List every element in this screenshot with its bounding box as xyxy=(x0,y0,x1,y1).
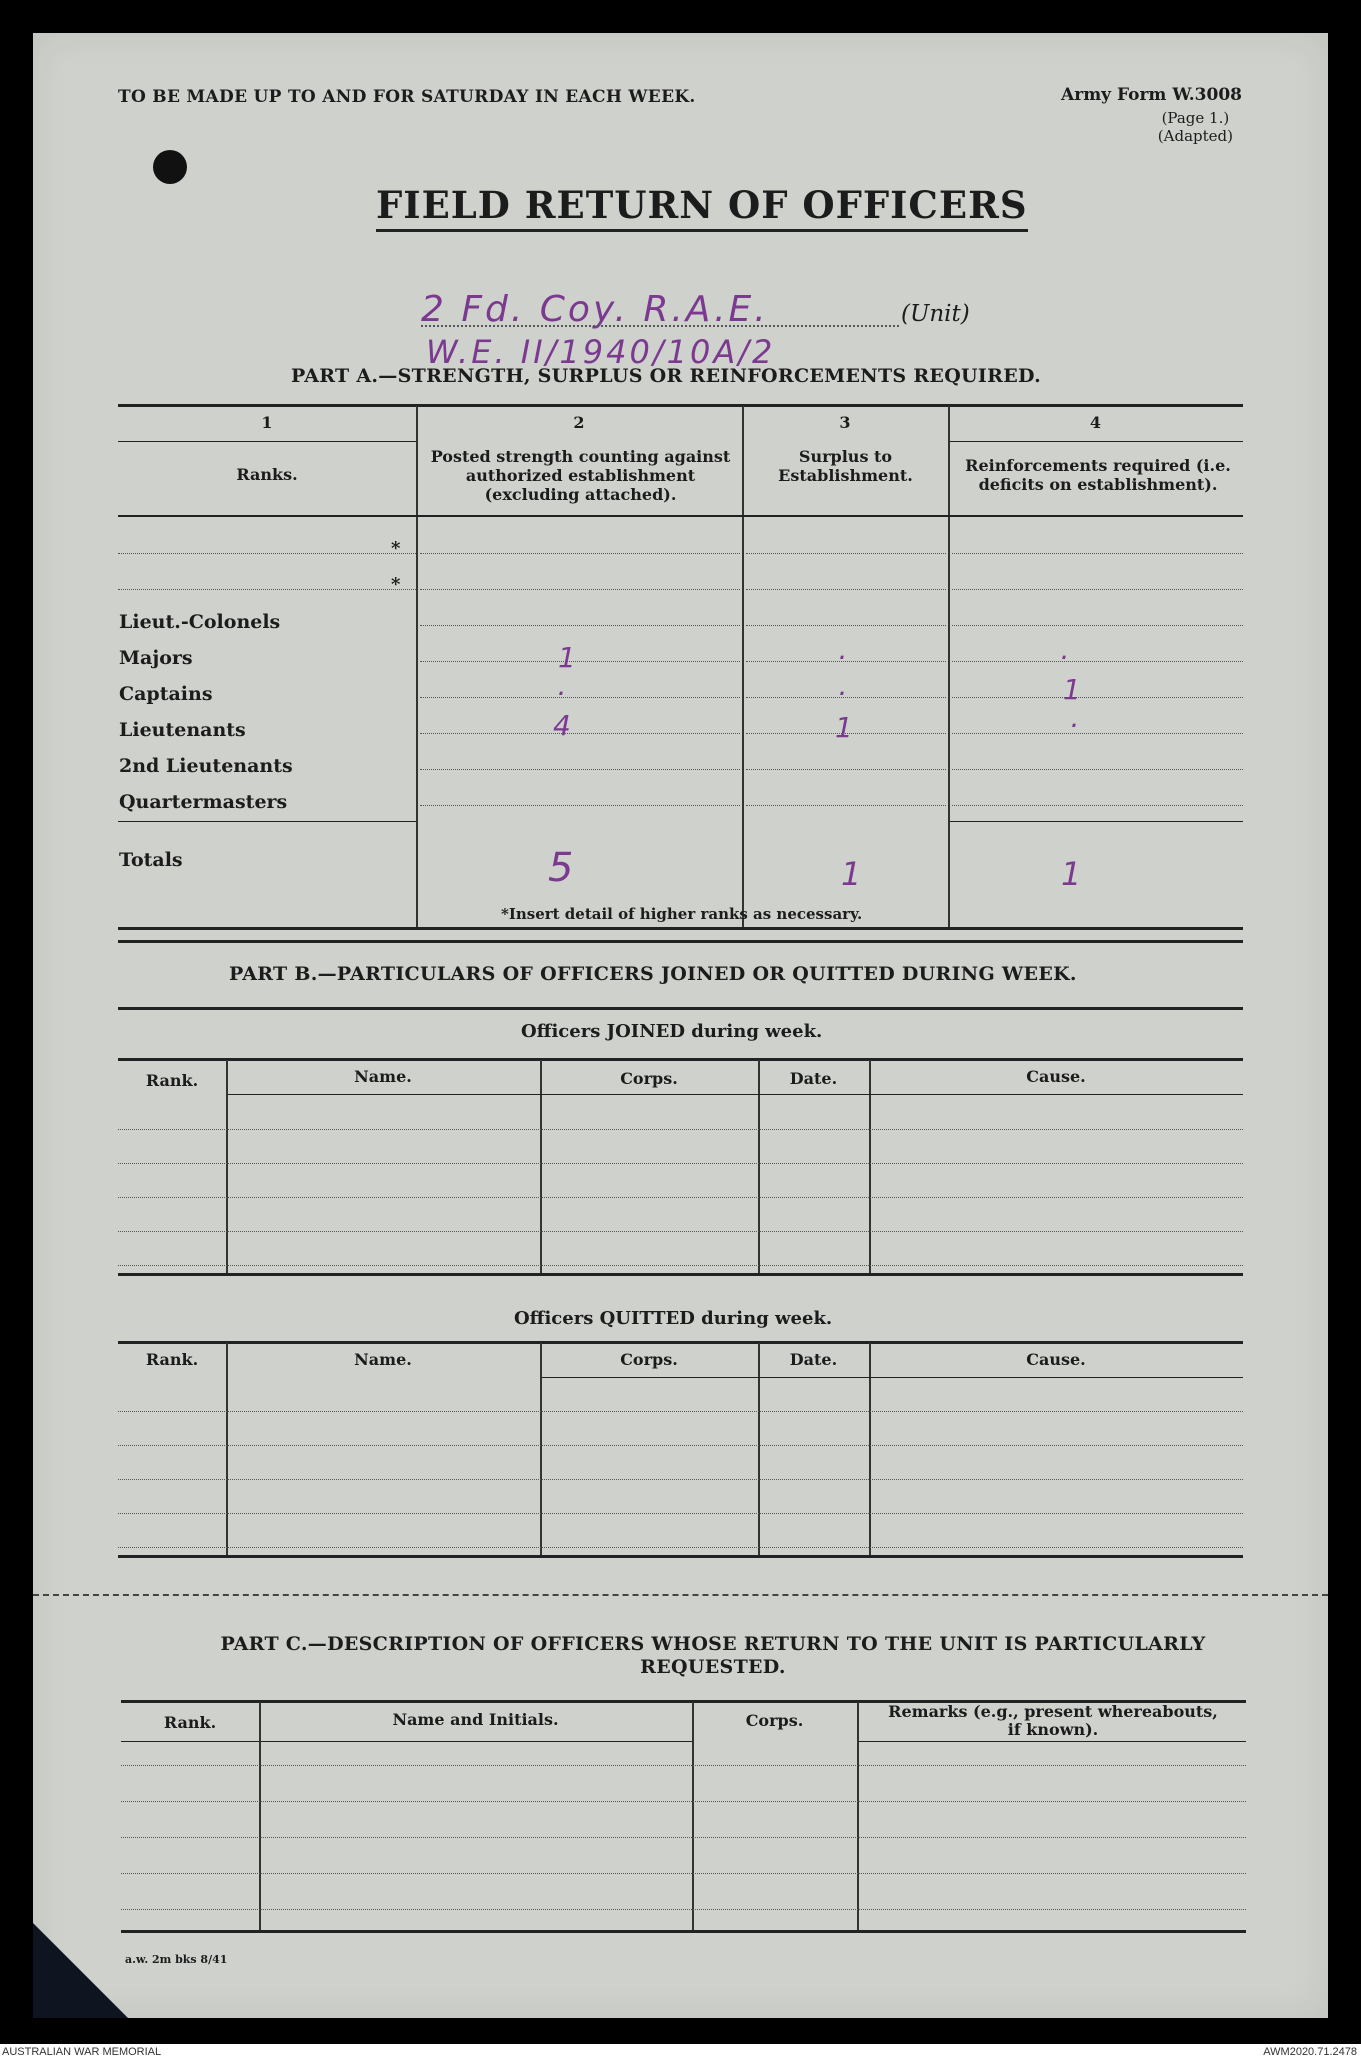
captains-reinforcements: 1 xyxy=(1063,673,1084,706)
part-c-title-line1: PART C.—DESCRIPTION OF OFFICERS WHOSE RETURN TO THE UNIT IS PARTICULARLY xyxy=(220,1633,1206,1655)
partc-header-rule xyxy=(121,1741,259,1742)
quitted-col-name: Name. xyxy=(354,1350,412,1369)
partc-col-remarks: Remarks (e.g., present whereabouts, if known). xyxy=(888,1702,1218,1739)
row-line xyxy=(420,733,740,734)
col1-number-rule xyxy=(118,441,416,442)
part-b-title-rule xyxy=(118,1007,1243,1010)
quitted-col-date: Date. xyxy=(789,1350,838,1369)
partc-header-rule xyxy=(859,1741,1246,1742)
part-a-bottom-rule xyxy=(118,927,1243,930)
row-line xyxy=(118,553,416,554)
row-line xyxy=(952,625,1243,626)
row-line xyxy=(746,769,946,770)
row-line xyxy=(952,805,1243,806)
part-a-divider-3 xyxy=(948,406,950,929)
row-line xyxy=(420,553,740,554)
form-page xyxy=(33,33,1328,2018)
perforation-line xyxy=(33,1594,1328,1596)
lieutenants-reinforcements: · xyxy=(1069,709,1081,742)
instruction-text: TO BE MADE UP TO AND FOR SATURDAY IN EACH WEEK. xyxy=(118,87,696,107)
row-line xyxy=(420,769,740,770)
col-header-ranks: Ranks. xyxy=(236,465,298,484)
quitted-col-corps: Corps. xyxy=(620,1350,678,1369)
col4-number-rule xyxy=(950,441,1243,442)
row-line xyxy=(952,769,1243,770)
col-number-3: 3 xyxy=(839,413,851,432)
row-line xyxy=(952,553,1243,554)
totals-rule-left xyxy=(118,821,416,822)
row-line xyxy=(952,697,1243,698)
col-header-surplus: Surplus to Establishment. xyxy=(778,447,913,485)
rank-label: Majors xyxy=(119,647,193,669)
joined-row-line xyxy=(118,1163,1243,1164)
joined-title: Officers JOINED during week. xyxy=(521,1021,823,1042)
col-number-4: 4 xyxy=(1089,413,1102,432)
quitted-divider-1 xyxy=(226,1343,228,1555)
partc-col-corps: Corps. xyxy=(745,1711,804,1730)
row-line xyxy=(746,625,946,626)
row-line xyxy=(420,625,740,626)
partc-row-line xyxy=(121,1801,1246,1802)
partc-col-rank: Rank. xyxy=(163,1713,217,1732)
part-b-title: PART B.—PARTICULARS OF OFFICERS JOINED OR QUITTED DURING WEEK. xyxy=(229,963,1077,985)
joined-col-name: Name. xyxy=(354,1067,412,1086)
handwritten-we: W.E. II/1940/10A/2 xyxy=(426,333,776,371)
joined-row-line xyxy=(118,1197,1243,1198)
row-line xyxy=(746,553,946,554)
partc-divider-1 xyxy=(259,1702,261,1931)
partc-divider-3 xyxy=(857,1702,859,1931)
quitted-bottom-rule xyxy=(118,1555,1243,1558)
joined-divider-2 xyxy=(540,1060,542,1273)
col-number-1: 1 xyxy=(261,413,273,432)
totals-surplus: 1 xyxy=(841,855,865,893)
quitted-row-line xyxy=(118,1547,1243,1548)
col-header-posted: Posted strength counting against authorized establishment (excluding attached). xyxy=(430,447,731,504)
rank-label: Quartermasters xyxy=(119,791,288,813)
joined-row-line xyxy=(118,1265,1243,1266)
partc-header-rule xyxy=(261,1741,692,1742)
joined-row-line xyxy=(118,1129,1243,1130)
joined-divider-1 xyxy=(226,1060,228,1273)
row-line xyxy=(420,697,740,698)
totals-label: Totals xyxy=(119,849,183,871)
joined-col-cause: Cause. xyxy=(1026,1067,1086,1086)
archive-accession: AWM2020.71.2478 xyxy=(1263,2046,1357,2058)
joined-divider-4 xyxy=(869,1060,871,1273)
majors-surplus: · xyxy=(837,641,849,674)
quitted-divider-2 xyxy=(540,1343,542,1555)
quitted-title: Officers QUITTED during week. xyxy=(514,1308,833,1329)
totals-reinforcements: 1 xyxy=(1061,855,1085,893)
rank-label: Captains xyxy=(119,683,213,705)
lieutenants-surplus: 1 xyxy=(835,711,856,744)
unit-label: (Unit) xyxy=(901,301,970,327)
col-number-2: 2 xyxy=(573,413,585,432)
quitted-top-rule xyxy=(118,1341,1243,1344)
majors-posted: 1 xyxy=(558,641,579,674)
part-c-bottom-rule xyxy=(121,1930,1246,1933)
form-page-note xyxy=(1158,109,1233,145)
partc-row-line xyxy=(121,1909,1246,1910)
joined-col-corps: Corps. xyxy=(620,1069,678,1088)
archive-strip xyxy=(0,2044,1361,2061)
form-page-label: (Page 1.) xyxy=(1161,109,1230,127)
captains-surplus: · xyxy=(837,677,849,710)
totals-posted: 5 xyxy=(548,845,577,891)
joined-bottom-rule xyxy=(118,1273,1243,1276)
rank-label: Lieut.-Colonels xyxy=(119,611,281,633)
row-line xyxy=(420,661,740,662)
majors-reinforcements: · xyxy=(1059,641,1071,674)
partc-divider-2 xyxy=(692,1702,694,1931)
row-line xyxy=(952,661,1243,662)
joined-divider-3 xyxy=(758,1060,760,1273)
joined-header-rule xyxy=(228,1094,1243,1095)
star-mark-2: * xyxy=(391,574,401,595)
part-a-title: PART A.—STRENGTH, SURPLUS OR REINFORCEMENTS REQUIRED. xyxy=(291,365,1041,387)
partc-row-line xyxy=(121,1873,1246,1874)
row-line xyxy=(952,589,1243,590)
joined-row-line xyxy=(118,1231,1243,1232)
rank-label: Lieutenants xyxy=(119,719,246,741)
captains-posted: · xyxy=(556,677,568,710)
part-a-top-rule xyxy=(118,404,1243,407)
row-line xyxy=(118,589,416,590)
row-line xyxy=(746,805,946,806)
row-line xyxy=(420,589,740,590)
joined-col-date: Date. xyxy=(789,1069,838,1088)
partc-row-line xyxy=(121,1765,1246,1766)
col-header-reinforcements: Reinforcements required (i.e. deficits on establishment). xyxy=(965,456,1231,494)
handwritten-unit: 2 Fd. Coy. R.A.E. xyxy=(421,289,769,330)
archive-name: AUSTRALIAN WAR MEMORIAL xyxy=(2,2046,162,2058)
row-line xyxy=(952,733,1243,734)
page-title: FIELD RETURN OF OFFICERS xyxy=(376,183,1028,232)
part-c-title xyxy=(158,1633,1268,1679)
quitted-row-line xyxy=(118,1479,1243,1480)
print-note: a.w. 2m bks 8/41 xyxy=(125,1953,228,1966)
partc-row-line xyxy=(121,1837,1246,1838)
part-a-header-rule xyxy=(118,515,1243,517)
quitted-divider-4 xyxy=(869,1343,871,1555)
totals-rule-right xyxy=(950,821,1243,822)
punch-hole xyxy=(153,150,187,184)
unit-dotted-line xyxy=(421,325,899,327)
row-line xyxy=(746,589,946,590)
quitted-row-line xyxy=(118,1445,1243,1446)
joined-col-rank: Rank. xyxy=(145,1071,199,1090)
form-number: Army Form W.3008 xyxy=(1061,85,1242,105)
row-line xyxy=(420,805,740,806)
form-adapted-label: (Adapted) xyxy=(1157,127,1233,145)
rank-label: 2nd Lieutenants xyxy=(119,755,293,777)
part-a-divider-2 xyxy=(742,406,744,929)
quitted-col-cause: Cause. xyxy=(1026,1350,1086,1369)
quitted-row-line xyxy=(118,1513,1243,1514)
part-a-divider-1 xyxy=(416,406,418,929)
quitted-row-line xyxy=(118,1411,1243,1412)
quitted-divider-3 xyxy=(758,1343,760,1555)
partc-col-name: Name and Initials. xyxy=(392,1710,559,1729)
quitted-col-rank: Rank. xyxy=(145,1350,199,1369)
joined-top-rule xyxy=(118,1058,1243,1061)
part-a-footnote: *Insert detail of higher ranks as necessary. xyxy=(501,905,863,923)
part-b-top-rule xyxy=(118,940,1243,943)
star-mark-1: * xyxy=(391,538,401,559)
quitted-header-rule xyxy=(542,1377,1243,1378)
lieutenants-posted: 4 xyxy=(553,709,574,742)
part-c-title-line2: REQUESTED. xyxy=(640,1656,786,1678)
